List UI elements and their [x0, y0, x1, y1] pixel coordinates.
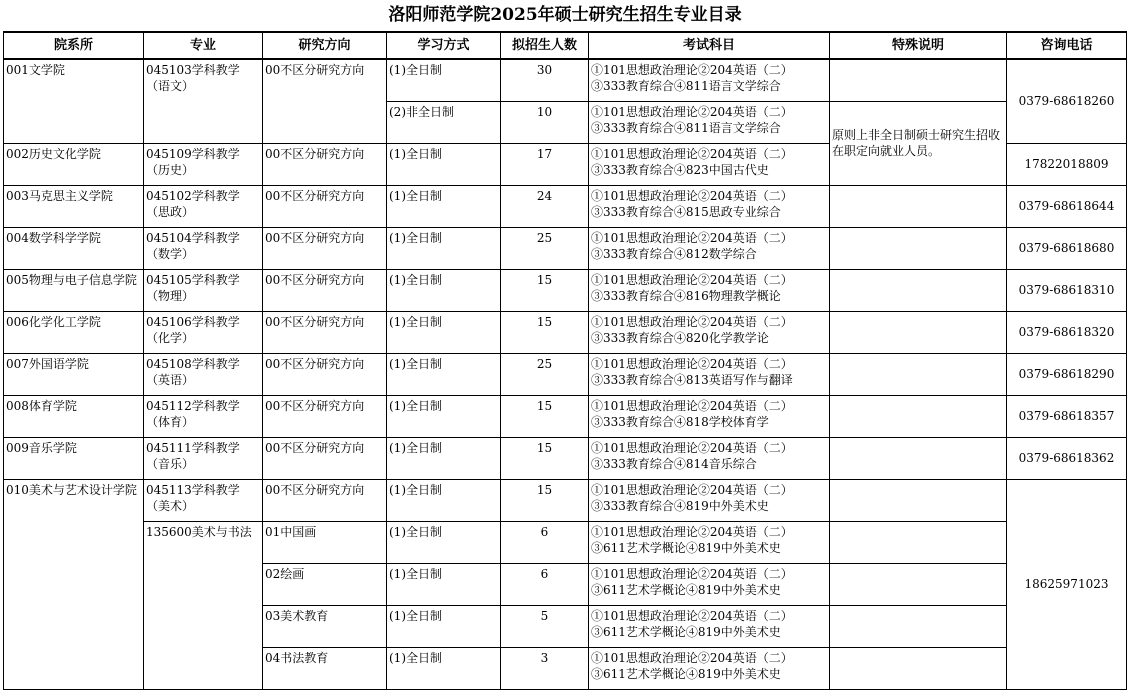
count-cell: 24	[501, 185, 589, 227]
table-row	[4, 269, 1127, 311]
table-row	[4, 521, 1127, 563]
exam-line-1: ①101思想政治理论②204英语（二）	[591, 650, 793, 665]
exam-cell	[589, 59, 830, 101]
mode-cell: (1)全日制	[387, 605, 501, 647]
exam-cell	[589, 227, 830, 269]
direction-cell: 00不区分研究方向	[263, 185, 387, 227]
exam-line-1: ①101思想政治理论②204英语（二）	[591, 63, 793, 77]
note-cell	[830, 479, 1007, 521]
note-cell	[830, 563, 1007, 605]
exam-line-2: ③611艺术学概论④819中外美术史	[591, 624, 781, 639]
mode-cell: (1)全日制	[387, 479, 501, 521]
major-cell: 045111学科教学（音乐）	[144, 437, 263, 479]
major-cell: 135600美术与书法	[144, 521, 263, 689]
table-row	[4, 353, 1127, 395]
exam-line-1: ①101思想政治理论②204英语（二）	[591, 272, 793, 287]
dept-cell: 007外国语学院	[4, 353, 144, 395]
major-cell: 045104学科教学（数学）	[144, 227, 263, 269]
dept-cell: 002历史文化学院	[4, 143, 144, 185]
table-row	[4, 311, 1127, 353]
exam-line-1: ①101思想政治理论②204英语（二）	[591, 146, 793, 161]
direction-cell: 00不区分研究方向	[263, 59, 387, 143]
count-cell: 15	[501, 311, 589, 353]
major-cell: 045112学科教学（体育）	[144, 395, 263, 437]
table-row	[4, 479, 1127, 521]
table-row	[4, 395, 1127, 437]
mode-cell: (1)全日制	[387, 311, 501, 353]
major-cell: 045105学科教学（物理）	[144, 269, 263, 311]
mode-cell: (1)全日制	[387, 521, 501, 563]
mode-cell: (1)全日制	[387, 437, 501, 479]
mode-cell: (1)全日制	[387, 227, 501, 269]
exam-line-1: ①101思想政治理论②204英语（二）	[591, 356, 793, 371]
mode-cell: (1)全日制	[387, 143, 501, 185]
dept-cell: 001文学院	[4, 59, 144, 143]
phone-cell: 0379-68618310	[1007, 269, 1127, 311]
exam-line-2: ③333教育综合④815思政专业综合	[591, 204, 781, 219]
count-cell: 15	[501, 395, 589, 437]
note-cell	[830, 59, 1007, 101]
mode-cell: (1)全日制	[387, 269, 501, 311]
exam-line-2: ③333教育综合④813英语写作与翻译	[591, 372, 793, 387]
note-cell	[830, 353, 1007, 395]
exam-line-2: ③333教育综合④820化学教学论	[591, 330, 769, 345]
direction-cell: 04书法教育	[263, 647, 387, 689]
major-cell: 045103学科教学（语文）	[144, 59, 263, 143]
exam-line-2: ③333教育综合④816物理教学概论	[591, 288, 781, 303]
phone-cell: 0379-68618644	[1007, 185, 1127, 227]
phone-cell: 0379-68618357	[1007, 395, 1127, 437]
exam-line-2: ③333教育综合④811语言文学综合	[591, 79, 781, 93]
mode-cell: (1)全日制	[387, 185, 501, 227]
table-row	[4, 437, 1127, 479]
catalog-table	[3, 31, 1127, 690]
header-count: 拟招生人数	[501, 32, 589, 59]
phone-cell: 0379-68618290	[1007, 353, 1127, 395]
direction-cell: 00不区分研究方向	[263, 269, 387, 311]
exam-line-1: ①101思想政治理论②204英语（二）	[591, 314, 793, 329]
direction-cell: 00不区分研究方向	[263, 479, 387, 521]
exam-line-2: ③611艺术学概论④819中外美术史	[591, 582, 781, 597]
phone-cell: 0379-68618260	[1007, 59, 1127, 143]
note-cell	[830, 605, 1007, 647]
count-cell: 25	[501, 353, 589, 395]
direction-cell: 00不区分研究方向	[263, 227, 387, 269]
header-direction: 研究方向	[263, 32, 387, 59]
direction-cell: 02绘画	[263, 563, 387, 605]
table-row	[4, 185, 1127, 227]
header-mode: 学习方式	[387, 32, 501, 59]
dept-cell: 009音乐学院	[4, 437, 144, 479]
header-row	[4, 32, 1127, 59]
dept-cell: 006化学化工学院	[4, 311, 144, 353]
header-phone: 咨询电话	[1007, 32, 1127, 59]
count-cell: 25	[501, 227, 589, 269]
note-cell: 原则上非全日制硕士研究生招收在职定向就业人员。	[830, 101, 1007, 185]
exam-cell	[589, 143, 830, 185]
dept-cell: 005物理与电子信息学院	[4, 269, 144, 311]
count-cell: 5	[501, 605, 589, 647]
exam-cell	[589, 101, 830, 143]
count-cell: 15	[501, 269, 589, 311]
count-cell: 17	[501, 143, 589, 185]
exam-line-2: ③333教育综合④811语言文学综合	[591, 120, 781, 135]
exam-cell	[589, 647, 830, 689]
page-title: 洛阳师范学院2025年硕士研究生招生专业目录	[388, 5, 742, 25]
exam-cell	[589, 353, 830, 395]
major-cell: 045102学科教学（思政）	[144, 185, 263, 227]
phone-cell: 0379-68618362	[1007, 437, 1127, 479]
exam-line-1: ①101思想政治理论②204英语（二）	[591, 104, 793, 119]
exam-cell	[589, 269, 830, 311]
exam-line-2: ③333教育综合④819中外美术史	[591, 498, 769, 513]
major-cell: 045108学科教学（英语）	[144, 353, 263, 395]
exam-line-1: ①101思想政治理论②204英语（二）	[591, 230, 793, 245]
phone-cell: 18625971023	[1007, 479, 1127, 689]
dept-cell: 010美术与艺术设计学院	[4, 479, 144, 689]
exam-line-1: ①101思想政治理论②204英语（二）	[591, 398, 793, 413]
mode-cell: (1)全日制	[387, 59, 501, 101]
direction-cell: 00不区分研究方向	[263, 311, 387, 353]
note-cell	[830, 227, 1007, 269]
mode-cell: (2)非全日制	[387, 101, 501, 143]
exam-cell	[589, 563, 830, 605]
mode-cell: (1)全日制	[387, 563, 501, 605]
direction-cell: 00不区分研究方向	[263, 353, 387, 395]
direction-cell: 03美术教育	[263, 605, 387, 647]
count-cell: 15	[501, 479, 589, 521]
exam-line-1: ①101思想政治理论②204英语（二）	[591, 566, 793, 581]
mode-cell: (1)全日制	[387, 353, 501, 395]
note-cell	[830, 437, 1007, 479]
direction-cell: 00不区分研究方向	[263, 437, 387, 479]
phone-cell: 0379-68618680	[1007, 227, 1127, 269]
exam-line-2: ③611艺术学概论④819中外美术史	[591, 540, 781, 555]
exam-line-1: ①101思想政治理论②204英语（二）	[591, 524, 793, 539]
exam-cell	[589, 437, 830, 479]
exam-cell	[589, 521, 830, 563]
count-cell: 3	[501, 647, 589, 689]
exam-line-2: ③611艺术学概论④819中外美术史	[591, 666, 781, 681]
exam-cell	[589, 479, 830, 521]
header-dept: 院系所	[4, 32, 144, 59]
exam-line-2: ③333教育综合④814音乐综合	[591, 456, 757, 471]
count-cell: 30	[501, 59, 589, 101]
mode-cell: (1)全日制	[387, 395, 501, 437]
note-cell	[830, 521, 1007, 563]
note-cell	[830, 395, 1007, 437]
exam-line-2: ③333教育综合④823中国古代史	[591, 162, 769, 177]
exam-line-1: ①101思想政治理论②204英语（二）	[591, 608, 793, 623]
major-cell: 045113学科教学（美术）	[144, 479, 263, 521]
exam-line-1: ①101思想政治理论②204英语（二）	[591, 440, 793, 455]
phone-cell: 0379-68618320	[1007, 311, 1127, 353]
header-note: 特殊说明	[830, 32, 1007, 59]
exam-line-2: ③333教育综合④818学校体育学	[591, 414, 769, 429]
major-cell: 045109学科教学（历史）	[144, 143, 263, 185]
dept-cell: 008体育学院	[4, 395, 144, 437]
note-cell	[830, 647, 1007, 689]
phone-cell: 17822018809	[1007, 143, 1127, 185]
count-cell: 6	[501, 563, 589, 605]
note-cell	[830, 269, 1007, 311]
note-cell	[830, 185, 1007, 227]
header-major: 专业	[144, 32, 263, 59]
count-cell: 15	[501, 437, 589, 479]
note-cell	[830, 311, 1007, 353]
direction-cell: 00不区分研究方向	[263, 395, 387, 437]
dept-cell: 003马克思主义学院	[4, 185, 144, 227]
exam-cell	[589, 185, 830, 227]
mode-cell: (1)全日制	[387, 647, 501, 689]
major-cell: 045106学科教学（化学）	[144, 311, 263, 353]
direction-cell: 00不区分研究方向	[263, 143, 387, 185]
exam-cell	[589, 395, 830, 437]
exam-cell	[589, 311, 830, 353]
direction-cell: 01中国画	[263, 521, 387, 563]
table-row	[4, 227, 1127, 269]
dept-cell: 004数学科学学院	[4, 227, 144, 269]
table-row	[4, 59, 1127, 101]
exam-line-1: ①101思想政治理论②204英语（二）	[591, 482, 793, 497]
exam-line-2: ③333教育综合④812数学综合	[591, 246, 757, 261]
exam-line-1: ①101思想政治理论②204英语（二）	[591, 188, 793, 203]
exam-cell	[589, 605, 830, 647]
count-cell: 10	[501, 101, 589, 143]
count-cell: 6	[501, 521, 589, 563]
header-exam: 考试科目	[589, 32, 830, 59]
